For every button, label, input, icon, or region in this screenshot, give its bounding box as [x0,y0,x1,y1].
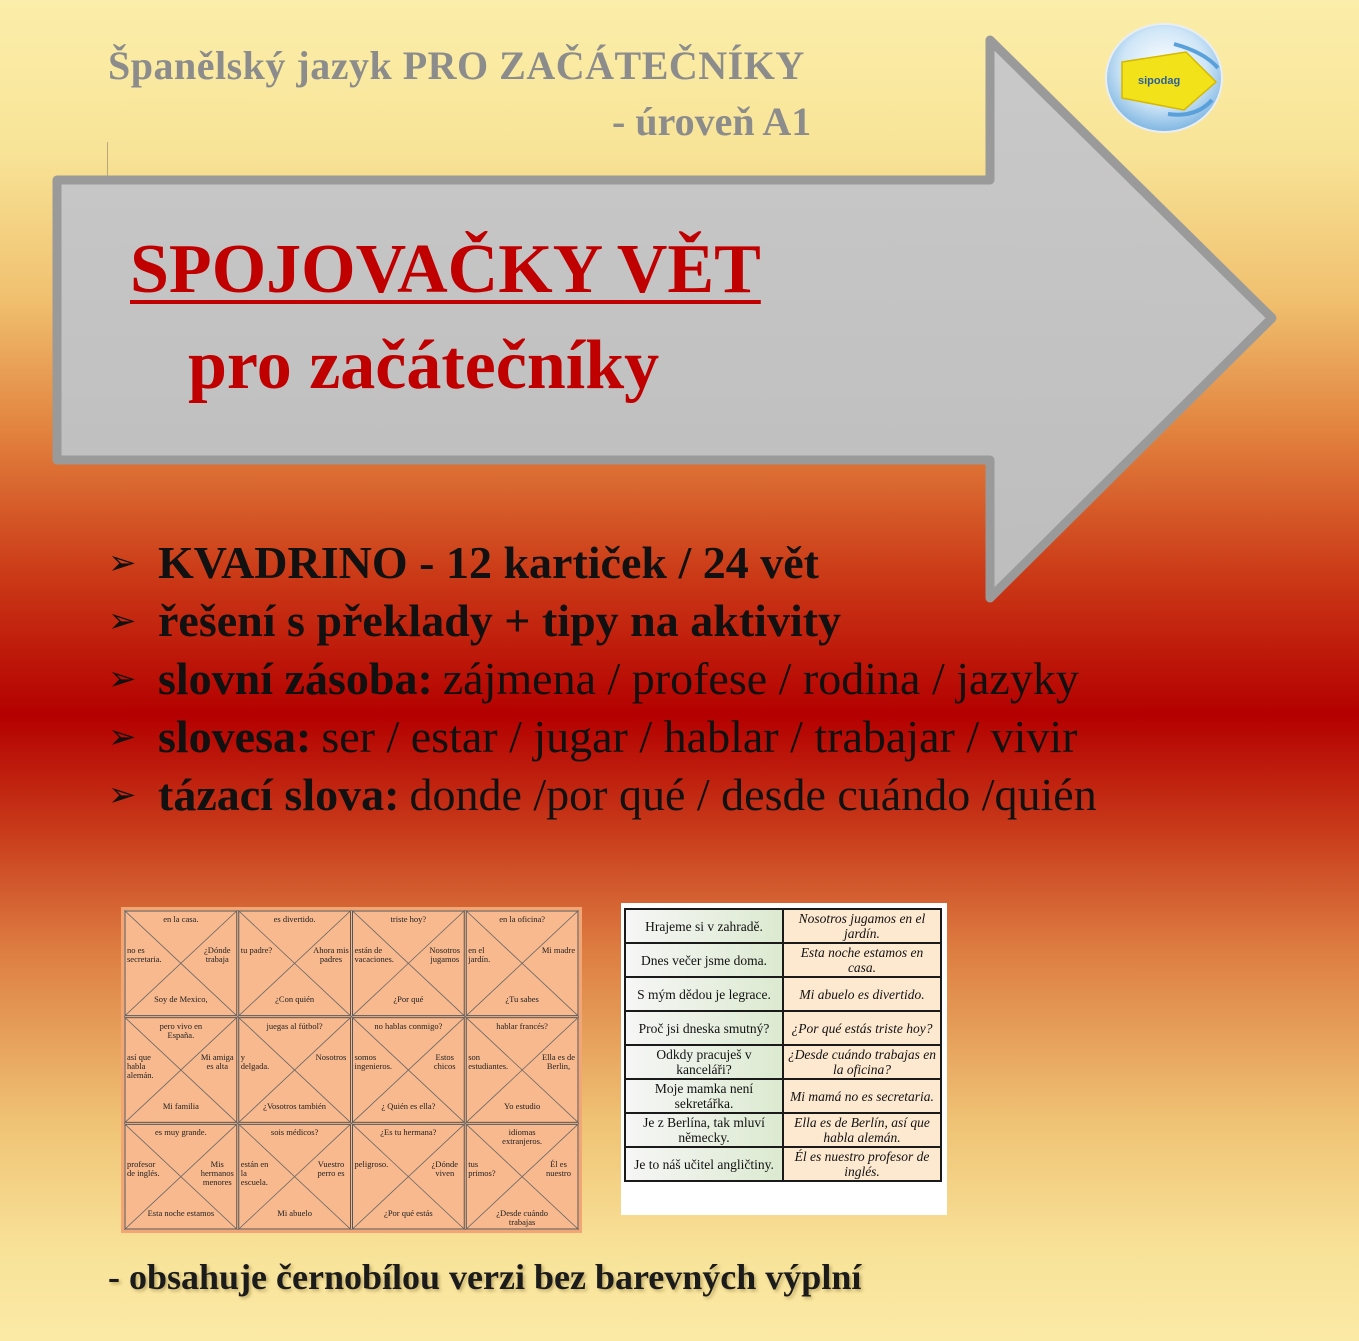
card-text-left: profesor de inglés. [127,1158,160,1178]
kvadrino-cards-preview [121,907,582,1233]
card-text-left: en el jardín. [468,945,491,965]
card-text-top: en la oficina? [499,914,546,924]
main-subtitle: pro začátečníky [188,327,660,404]
czech-sentence: Hrajeme si v zahradě. [625,909,783,943]
czech-sentence: Dnes večer jsme doma. [625,943,783,977]
card-text-bottom: Yo estudio [504,1101,541,1111]
table-row [625,1147,941,1181]
spanish-sentence: Ella es de Berlín, así que habla alemán. [783,1113,941,1147]
spanish-sentence: ¿Desde cuándo trabajas en la oficina? [783,1045,941,1079]
arrow-bullet-icon: ➢ [108,775,137,815]
spanish-sentence: Esta noche estamos en casa. [783,943,941,977]
feature-item: ➢ slovesa: ser / estar / jugar / hablar / trabajar / vivir [108,708,1097,766]
arrow-bullet-icon: ➢ [108,659,137,699]
spanish-sentence: Nosotros jugamos en el jardín. [783,909,941,943]
card-text-top: no hablas conmigo? [374,1020,443,1031]
card-text-left: y delgada. [240,1051,270,1071]
table-row [625,1113,941,1147]
card-text-right: Él es nuestro [545,1158,572,1178]
spanish-sentence: ¿Por qué estás triste hoy? [783,1011,941,1045]
czech-sentence: Je z Berlína, tak mluví německy. [625,1113,783,1147]
solution-table-preview [621,903,947,1215]
feature-list [108,534,1097,824]
header-level: - úroveň A1 [612,99,812,144]
card-text-left: están en la escuela. [240,1158,269,1187]
feature-item: ➢ řešení s překlady + tipy na aktivity [108,592,1097,650]
table-row [625,1011,941,1045]
table-row [625,977,941,1011]
czech-sentence: Moje mamka není sekretářka. [625,1079,783,1113]
czech-sentence: S mým dědou je legrace. [625,977,783,1011]
card-text-bottom: ¿Por qué estás [384,1207,433,1218]
card-text-right: ¿Dónde viven [431,1158,458,1178]
czech-sentence: Odkdy pracuješ v kanceláři? [625,1045,783,1079]
card-text-bottom: ¿ Quién es ella? [381,1101,436,1111]
card-text-top: pero vivo en España. [159,1020,203,1040]
card-text-bottom: Mi abuelo [277,1207,312,1218]
czech-sentence: Proč jsi dneska smutný? [625,1011,783,1045]
solution-table [624,908,942,1182]
card-text-left: así que habla alemán. [127,1051,154,1080]
cards-grid [124,910,579,1230]
spanish-sentence: Él es nuestro profesor de inglés. [783,1147,941,1181]
card-text-bottom: Mi familia [162,1101,199,1111]
arrow-shape [0,0,1359,620]
card-text-left: somos ingenieros. [354,1051,393,1071]
card-text-right: Mis hermanos menores [200,1158,234,1187]
card-text-right: Nosotros [315,1051,347,1062]
czech-sentence: Je to náš učitel angličtiny. [625,1147,783,1181]
card-text-bottom: ¿Tu sabes [505,994,539,1005]
card-text-top: es muy grande. [155,1127,207,1138]
card-text-top: triste hoy? [390,914,427,924]
feature-item: ➢ slovní zásoba: zájmena / profese / rodina / jazyky [108,650,1097,708]
card-text-right: Nosotros jugamos [429,945,461,965]
card-text-bottom: Esta noche estamos [147,1207,215,1218]
table-row [625,1045,941,1079]
card-text-bottom: ¿Desde cuándo trabajas [496,1207,548,1227]
header-title: Španělský jazyk PRO ZAČÁTEČNÍKY [108,43,805,88]
table-row [625,1079,941,1113]
card-text-left: no es secretaria. [127,945,162,965]
card-text-left: tus primos? [468,1158,496,1178]
card-text-right: Mi amiga es alta [200,1051,234,1071]
arrow-bullet-icon: ➢ [108,543,137,583]
feature-item: ➢ tázací slova: donde /por qué / desde cuándo /quién [108,766,1097,824]
card-text-bottom: ¿Por qué [393,994,424,1005]
card-text-left: están de vacaciones. [354,945,394,965]
card-text-top: es divertido. [273,914,316,924]
card-text-top: en la casa. [163,914,199,924]
feature-item: ➢ KVADRINO - 12 kartiček / 24 vět [108,534,1097,592]
spanish-sentence: Mi mamá no es secretaria. [783,1079,941,1113]
arrow-bullet-icon: ➢ [108,717,137,757]
card-text-left: son estudiantes. [468,1051,509,1071]
card-text-top: juegas al fútbol? [266,1020,323,1031]
card-text-left: peligroso. [354,1158,389,1169]
card-text-top: ¿Es tu hermana? [380,1127,437,1138]
spanish-sentence: Mi abuelo es divertido. [783,977,941,1011]
card-text-left: tu padre? [240,945,273,956]
card-text-bottom: ¿Vosotros también [263,1101,327,1111]
card-text-right: Estos chicos [433,1051,456,1071]
card-text-right: Ahora mis padres [313,945,349,965]
main-title: SPOJOVAČKY VĚT [130,231,761,308]
card-text-bottom: Soy de Mexico, [154,994,208,1005]
logo-text: sipodag [1138,75,1181,87]
arrow-bullet-icon: ➢ [108,601,137,641]
card-text-bottom: ¿Con quién [275,994,315,1005]
card-text-right: ¿Dónde trabaja [204,945,231,965]
card-text-right: Ella es de Berlin, [541,1051,576,1071]
card-text-top: sois médicos? [270,1127,319,1138]
card-text-right: Mi madre [541,945,576,956]
card-text-right: Vuestro perro es [317,1158,345,1178]
footer-note: - obsahuje černobílou verzi bez barevných výplní [108,1257,862,1297]
card-text-top: hablar francés? [496,1020,548,1031]
card-text-top: idiomas extranjeros. [502,1127,543,1147]
table-row [625,943,941,977]
table-row [625,909,941,943]
